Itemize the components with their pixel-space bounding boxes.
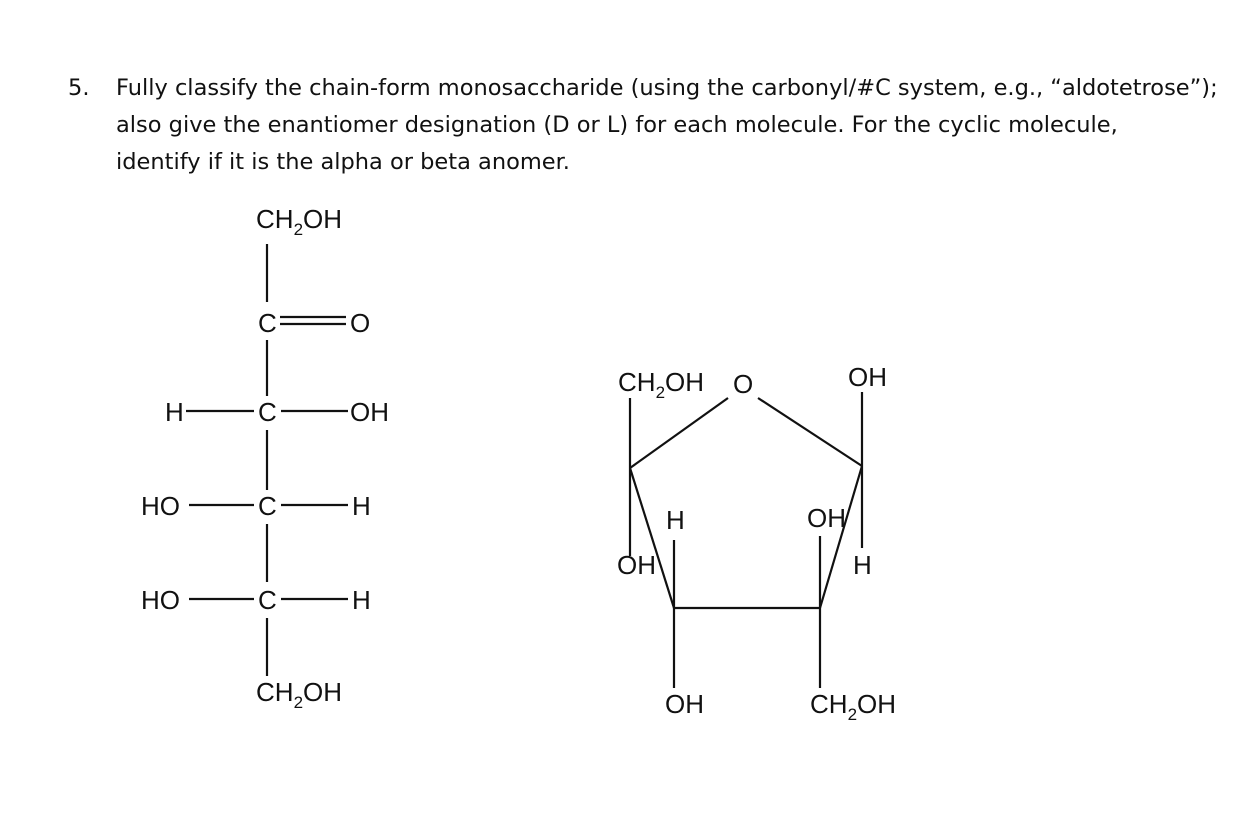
haworth-c3-up-h: H — [666, 505, 685, 535]
fischer-c5-center: C — [258, 585, 277, 615]
ring-bond-c5-c4 — [820, 466, 862, 608]
haworth-projection — [617, 362, 896, 724]
fischer-carbonyl-oxygen: O — [350, 308, 371, 338]
haworth-bottom-ch2oh: $CH_2OH$ — [810, 689, 897, 724]
haworth-ring-oxygen: O — [733, 369, 754, 399]
fischer-c5-left: HO — [141, 585, 180, 615]
ring-bond-o-c5 — [758, 398, 862, 466]
haworth-top-right-oh: OH — [848, 362, 887, 392]
haworth-c4-up-oh: OH — [807, 503, 846, 533]
fischer-top-ch2oh: $CH_2OH$ — [256, 204, 343, 239]
question-line-3: identify if it is the alpha or beta anomer. — [116, 149, 570, 175]
ring-bond-c2-o — [630, 398, 728, 468]
fischer-c4-left: HO — [141, 491, 180, 521]
question-line-1: Fully classify the chain-form monosaccharide (using the carbonyl/#C system, e.g., “aldotetrose”); — [116, 75, 1218, 101]
haworth-bottom-oh: OH — [665, 689, 704, 719]
fischer-c5-right: H — [352, 585, 371, 615]
fischer-c3-left: H — [165, 397, 184, 427]
fischer-c4-center: C — [258, 491, 277, 521]
fischer-c3-center: C — [258, 397, 277, 427]
haworth-c4-down-h: H — [853, 550, 872, 580]
haworth-top-left-ch2oh: $CH_2OH$ — [618, 367, 705, 402]
fischer-c4-right: H — [352, 491, 371, 521]
question-number: 5. — [68, 75, 90, 101]
ring-bond-c2-c3 — [630, 468, 674, 608]
haworth-c3-down-oh: OH — [617, 550, 656, 580]
fischer-c3-right: OH — [350, 397, 389, 427]
fischer-projection — [141, 204, 389, 712]
question-line-2: also give the enantiomer designation (D or L) for each molecule. For the cyclic molecule, — [116, 112, 1118, 138]
fischer-bottom-ch2oh: $CH_2OH$ — [256, 677, 343, 712]
fischer-carbonyl-carbon: C — [258, 308, 277, 338]
